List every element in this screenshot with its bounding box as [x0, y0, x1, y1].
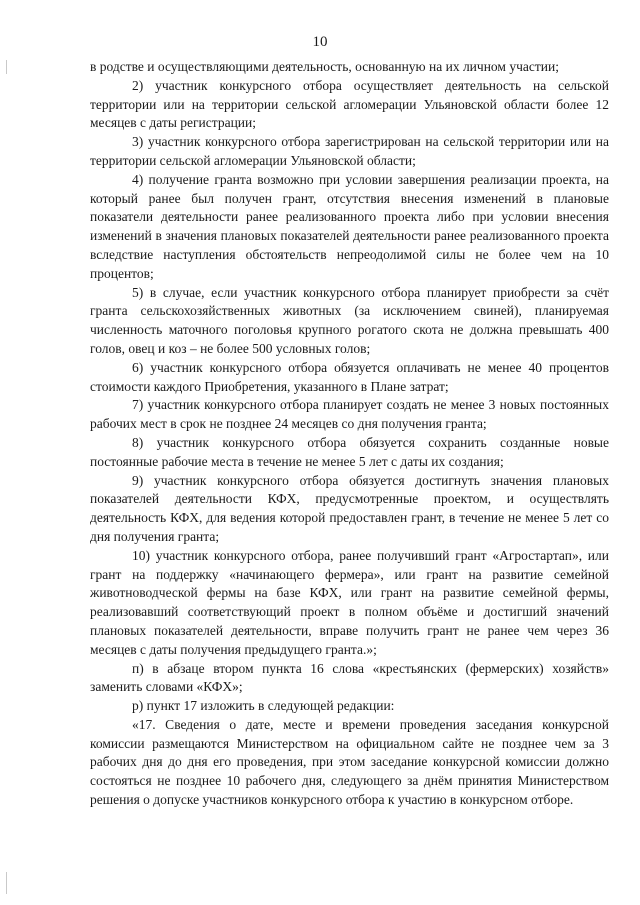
- scan-edge-mark: [6, 872, 7, 894]
- paragraph-item-8: 8) участник конкурсного отбора обязуется сохранить созданные новые постоянные рабочие места в течение не менее 5 лет с даты их создания;: [90, 434, 609, 469]
- page-number: 10: [312, 34, 328, 50]
- paragraph-item-5: 5) в случае, если участник конкурсного отбора планирует приобрести за счёт гранта сельскохозяйственных животных (за исключением свиней), планируемая численность маточного поголовья крупного рогатого скота не должна превышать 400 голов, овец и коз – не более 500 условных голов;: [90, 284, 609, 356]
- scan-edge-mark: [6, 60, 7, 74]
- paragraph-item-10: 10) участник конкурсного отбора, ранее получивший грант «Агростартап», или грант на поддержку «начинающего фермера», или грант на развитие семейной животноводческой фермы на базе КФХ, или грант на развитие семейной фермы, реализовавший соответствующий проект в полном объёме и достигший значений плановых показателей деятельности, вправе получить грант не ранее чем через 36 месяцев с даты получения предыдущего гранта.»;: [90, 547, 609, 657]
- paragraph-amendment-p: п) в абзаце втором пункта 16 слова «крестьянских (фермерских) хозяйств» заменить словами «КФХ»;: [90, 660, 609, 695]
- paragraph-item-7: 7) участник конкурсного отбора планирует создать не менее 3 новых постоянных рабочих мест в срок не позднее 24 месяцев со дня получения гранта;: [90, 397, 609, 432]
- paragraph-item-2: 2) участник конкурсного отбора осуществляет деятельность на сельской территории или на территории сельской агломерации Ульяновской области более 12 месяцев с даты регистрации;: [90, 77, 609, 131]
- paragraph-continuation: в родстве и осуществляющими деятельность, основанную на их личном участии;: [90, 59, 559, 74]
- paragraph-amendment-r: р) пункт 17 изложить в следующей редакции:: [132, 698, 395, 714]
- paragraph-item-6: 6) участник конкурсного отбора обязуется оплачивать не менее 40 процентов стоимости каждого Приобретения, указанного в Плане затрат;: [90, 359, 609, 394]
- paragraph-item-3: 3) участник конкурсного отбора зарегистрирован на сельской территории или на территории сельской агломерации Ульяновской области;: [90, 134, 609, 168]
- paragraph-clause-17: «17. Сведения о дате, месте и времени проведения заседания конкурсной комиссии размещаются Министерством на официальном сайте не позднее чем за 3 рабочих дня до дня его проведения, при этом заседание конкурсной комиссии должно состояться не позднее 10 рабочего дня, следующего за днём принятия Министерством решения о допуске участников конкурсного отбора к участию в конкурсном отборе.: [90, 716, 609, 808]
- document-body: [90, 58, 609, 810]
- paragraph-item-9: 9) участник конкурсного отбора обязуется достигнуть значения плановых показателей деятельности КФХ, предусмотренные проектом, и осуществлять деятельность КФХ, для ведения которой предоставлен грант, в течение не менее 5 лет со дня получения гранта;: [90, 472, 609, 544]
- paragraph-item-4: 4) получение гранта возможно при условии завершения реализации проекта, на который ранее был получен грант, отсутствия внесения изменений в плановые показатели деятельности ранее реализованного проекта либо при условии внесения изменений в значения плановых показателей деятельности ранее реализованного проекта вследствие наступления обстоятельств непреодолимой силы не более чем на 10 процентов;: [90, 171, 609, 281]
